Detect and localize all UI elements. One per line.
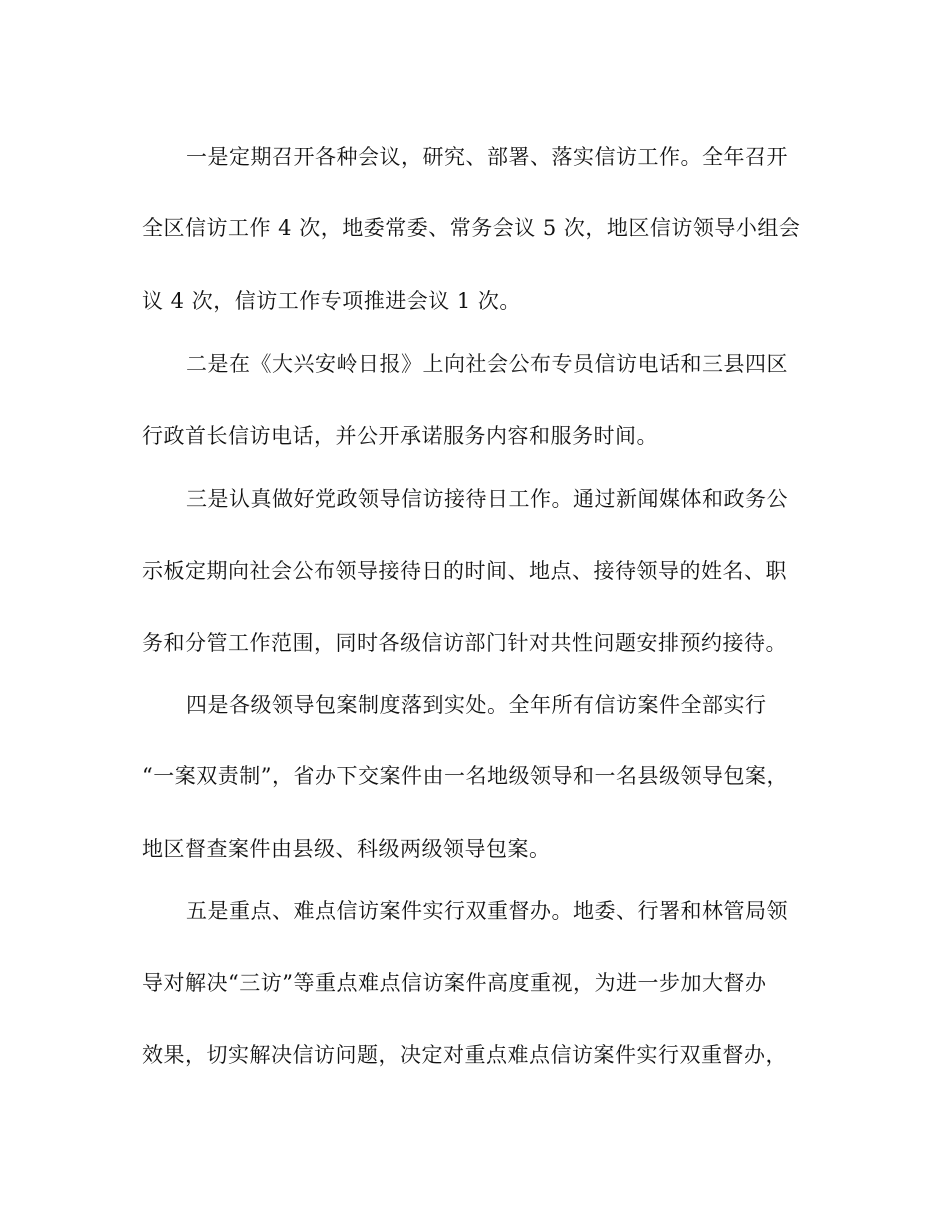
paragraph-3-line-2: 示板定期向社会公布领导接待日的时间、地点、接待领导的姓名、职 — [142, 559, 787, 583]
paragraph-3-line-3: 务和分管工作范围，同时各级信访部门针对共性问题安排预约接待。 — [142, 631, 787, 655]
paragraph-5-line-3: 效果，切实解决信访问题，决定对重点难点信访案件实行双重督办， — [142, 1043, 787, 1067]
paragraph-1-line-3: 议 4 次，信访工作专项推进会议 1 次。 — [142, 289, 521, 313]
paragraph-4-line-1: 四是各级领导包案制度落到实处。全年所有信访案件全部实行 — [186, 693, 767, 717]
paragraph-2-line-1: 二是在《大兴安岭日报》上向社会公布专员信访电话和三县四区 — [186, 352, 788, 376]
paragraph-5-line-2: 导对解决“三访”等重点难点信访案件高度重视，为进一步加大督办 — [142, 971, 767, 995]
paragraph-4-line-3: 地区督查案件由县级、科级两级领导包案。 — [142, 837, 551, 861]
paragraph-1-line-2: 全区信访工作 4 次，地委常委、常务会议 5 次，地区信访领导小组会 — [142, 216, 801, 240]
paragraph-5-line-1: 五是重点、难点信访案件实行双重督办。地委、行署和林管局领 — [186, 899, 788, 923]
paragraph-3-line-1: 三是认真做好党政领导信访接待日工作。通过新闻媒体和政务公 — [186, 487, 788, 511]
paragraph-1-line-1: 一是定期召开各种会议，研究、部署、落实信访工作。全年召开 — [186, 145, 788, 169]
paragraph-2-line-2: 行政首长信访电话，并公开承诺服务内容和服务时间。 — [142, 424, 658, 448]
paragraph-4-line-2: “一案双责制”，省办下交案件由一名地级领导和一名县级领导包案， — [142, 764, 788, 788]
